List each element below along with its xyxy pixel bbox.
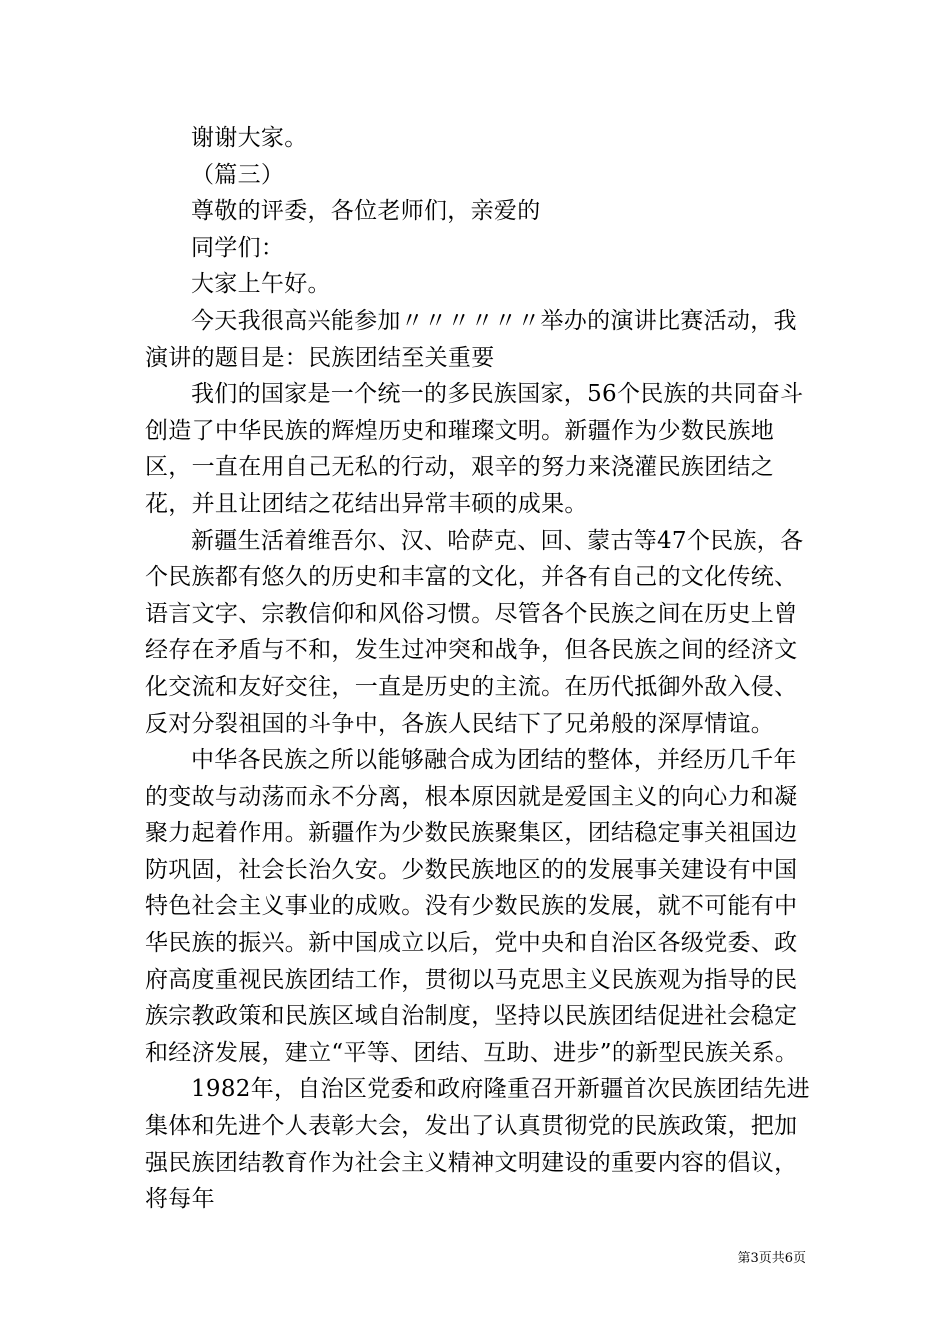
paragraph-salutation-cont: 同学们：: [191, 234, 285, 261]
paragraph-intro: 今天我很高兴能参加〃〃〃〃〃〃举办的演讲比赛活动，我演讲的题目是：民族团结至关重要: [145, 307, 797, 371]
paragraph-thanks: 谢谢大家。: [191, 125, 308, 151]
section-heading: （篇三）: [191, 161, 285, 188]
document-body: [145, 120, 811, 1218]
paragraph-body: 1982年，自治区党委和政府隆重召开新疆首次民族团结先进集体和先进个人表彰大会，发出了认真贯彻党的民族政策，把加强民族团结教育作为社会主义精神文明建设的重要内容的倡议，将每年: [145, 1076, 810, 1213]
paragraph-body: 新疆生活着维吾尔、汉、哈萨克、回、蒙古等47个民族，各个民族都有悠久的历史和丰富的文化，并各有自己的文化传统、语言文字、宗教信仰和风俗习惯。尽管各个民族之间在历史上曾经存在矛盾与不和，发生过冲突和战争，但各民族之间的经济文化交流和友好交往，一直是历史的主流。在历代抵御外敌入侵、反对分裂祖国的斗争中，各族人民结下了兄弟般的深厚情谊。: [145, 527, 804, 737]
paragraph-greeting: 大家上午好。: [191, 271, 331, 298]
paragraph-body: 中华各民族之所以能够融合成为团结的整体，并经历几千年的变故与动荡而永不分离，根本原因就是爱国主义的向心力和凝聚力起着作用。新疆作为少数民族聚集区，团结稳定事关祖国边防巩固，社会长治久安。少数民族地区的的发展事关建设有中国特色社会主义事业的成败。没有少数民族的发展，就不可能有中华民族的振兴。新中国成立以后，党中央和自治区各级党委、政府高度重视民族团结工作，贯彻以马克思主义民族观为指导的民族宗教政策和民族区域自治制度，坚持以民族团结促进社会稳定和经济发展，建立“平等、团结、互助、进步”的新型民族关系。: [145, 747, 799, 1066]
paragraph-salutation: 尊敬的评委，各位老师们，亲爱的: [191, 198, 541, 225]
page-number: 第3页共6页: [737, 1251, 806, 1266]
paragraph-body: 我们的国家是一个统一的多民族国家，56个民族的共同奋斗创造了中华民族的辉煌历史和璀璨文明。新疆作为少数民族地区，一直在用自己无私的行动，艰辛的努力来浇灌民族团结之花，并且让团结之花结出异常丰硕的成果。: [145, 381, 804, 517]
